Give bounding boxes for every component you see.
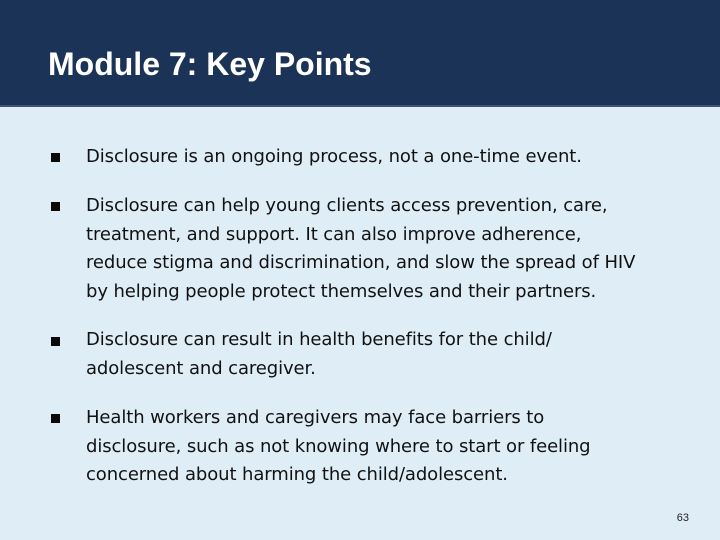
square-bullet-icon [51,414,60,423]
square-bullet-icon [51,202,60,211]
bullet-line: Disclosure can help young clients access prevention, care, [86,195,608,216]
square-bullet-icon [51,337,60,346]
bullet-text [86,404,696,490]
square-bullet-icon [51,153,60,162]
page-number: 63 [676,512,689,524]
bullet-line: Health workers and caregivers may face barriers to [86,407,545,428]
bullet-line: treatment, and support. It can also improve adherence, [86,223,582,245]
bullet-line: reduce stigma and discrimination, and slow the spread of HIV [86,252,636,273]
bullet-line: Disclosure is an ongoing process, not a one-time event. [86,146,582,167]
bullet-text [86,192,696,306]
bullet-text [86,326,696,383]
bullet-text [86,143,696,172]
bullet-line: Disclosure can result in health benefits for the child/ [86,329,552,350]
bullet-line: concerned about harming the child/adolescent. [86,464,508,485]
slide-title: Module 7: Key Points [48,46,372,82]
bullet-line: disclosure, such as not knowing where to start or feeling [86,435,591,457]
bullet-line: by helping people protect themselves and their partners. [86,280,597,302]
bullet-line: adolescent and caregiver. [86,357,316,379]
